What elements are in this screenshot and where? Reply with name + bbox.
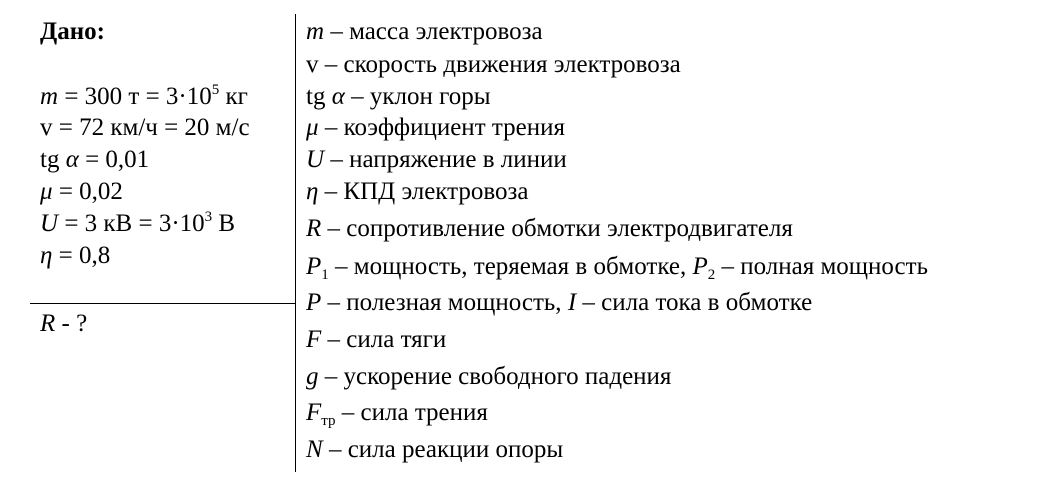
given-voltage: U = 3 кВ = $3\cdot 10^3$ В [40,209,236,237]
legend-traction: F – сила тяги [306,326,447,353]
given-speed: v = 72 км/ч = 20 м/с [40,114,250,141]
find-unknown: R - ? [40,310,88,337]
legend-gravity: g – ускорение свободного падения [306,363,672,390]
legend-resistance: R – сопротивление обмотки электродвигателя [306,215,793,242]
given-slope: tg α = 0,01 [40,146,150,173]
legend-speed: v – скорость движения электровоза [306,51,681,78]
legend-power-loss: $P_1$ – мощность, теряемая в обмотке, $P_2$ – полная мощность [306,253,928,283]
given-title: Дано: [40,18,105,45]
legend-mass: m – масса электровоза [306,18,543,45]
legend-voltage: U – напряжение в линии [306,146,567,173]
given-efficiency: η = 0,8 [40,242,111,269]
legend-useful-power: P – полезная мощность, I – сила тока в обмотке [306,289,813,316]
given-mass: m = 300 $т = 3\cdot 10^5$ кг [40,82,248,110]
legend-efficiency: η – КПД электровоза [306,178,529,205]
legend-normal-force: N – сила реакции опоры [306,436,564,463]
legend-friction: μ – коэффициент трения [306,114,565,141]
given-friction: μ = 0,02 [40,178,123,205]
horizontal-divider [30,303,295,304]
vertical-divider [295,14,296,472]
legend-friction-force: $F_{тр}$ – сила трения [306,399,488,429]
legend-slope: tg α – уклон горы [306,83,491,110]
